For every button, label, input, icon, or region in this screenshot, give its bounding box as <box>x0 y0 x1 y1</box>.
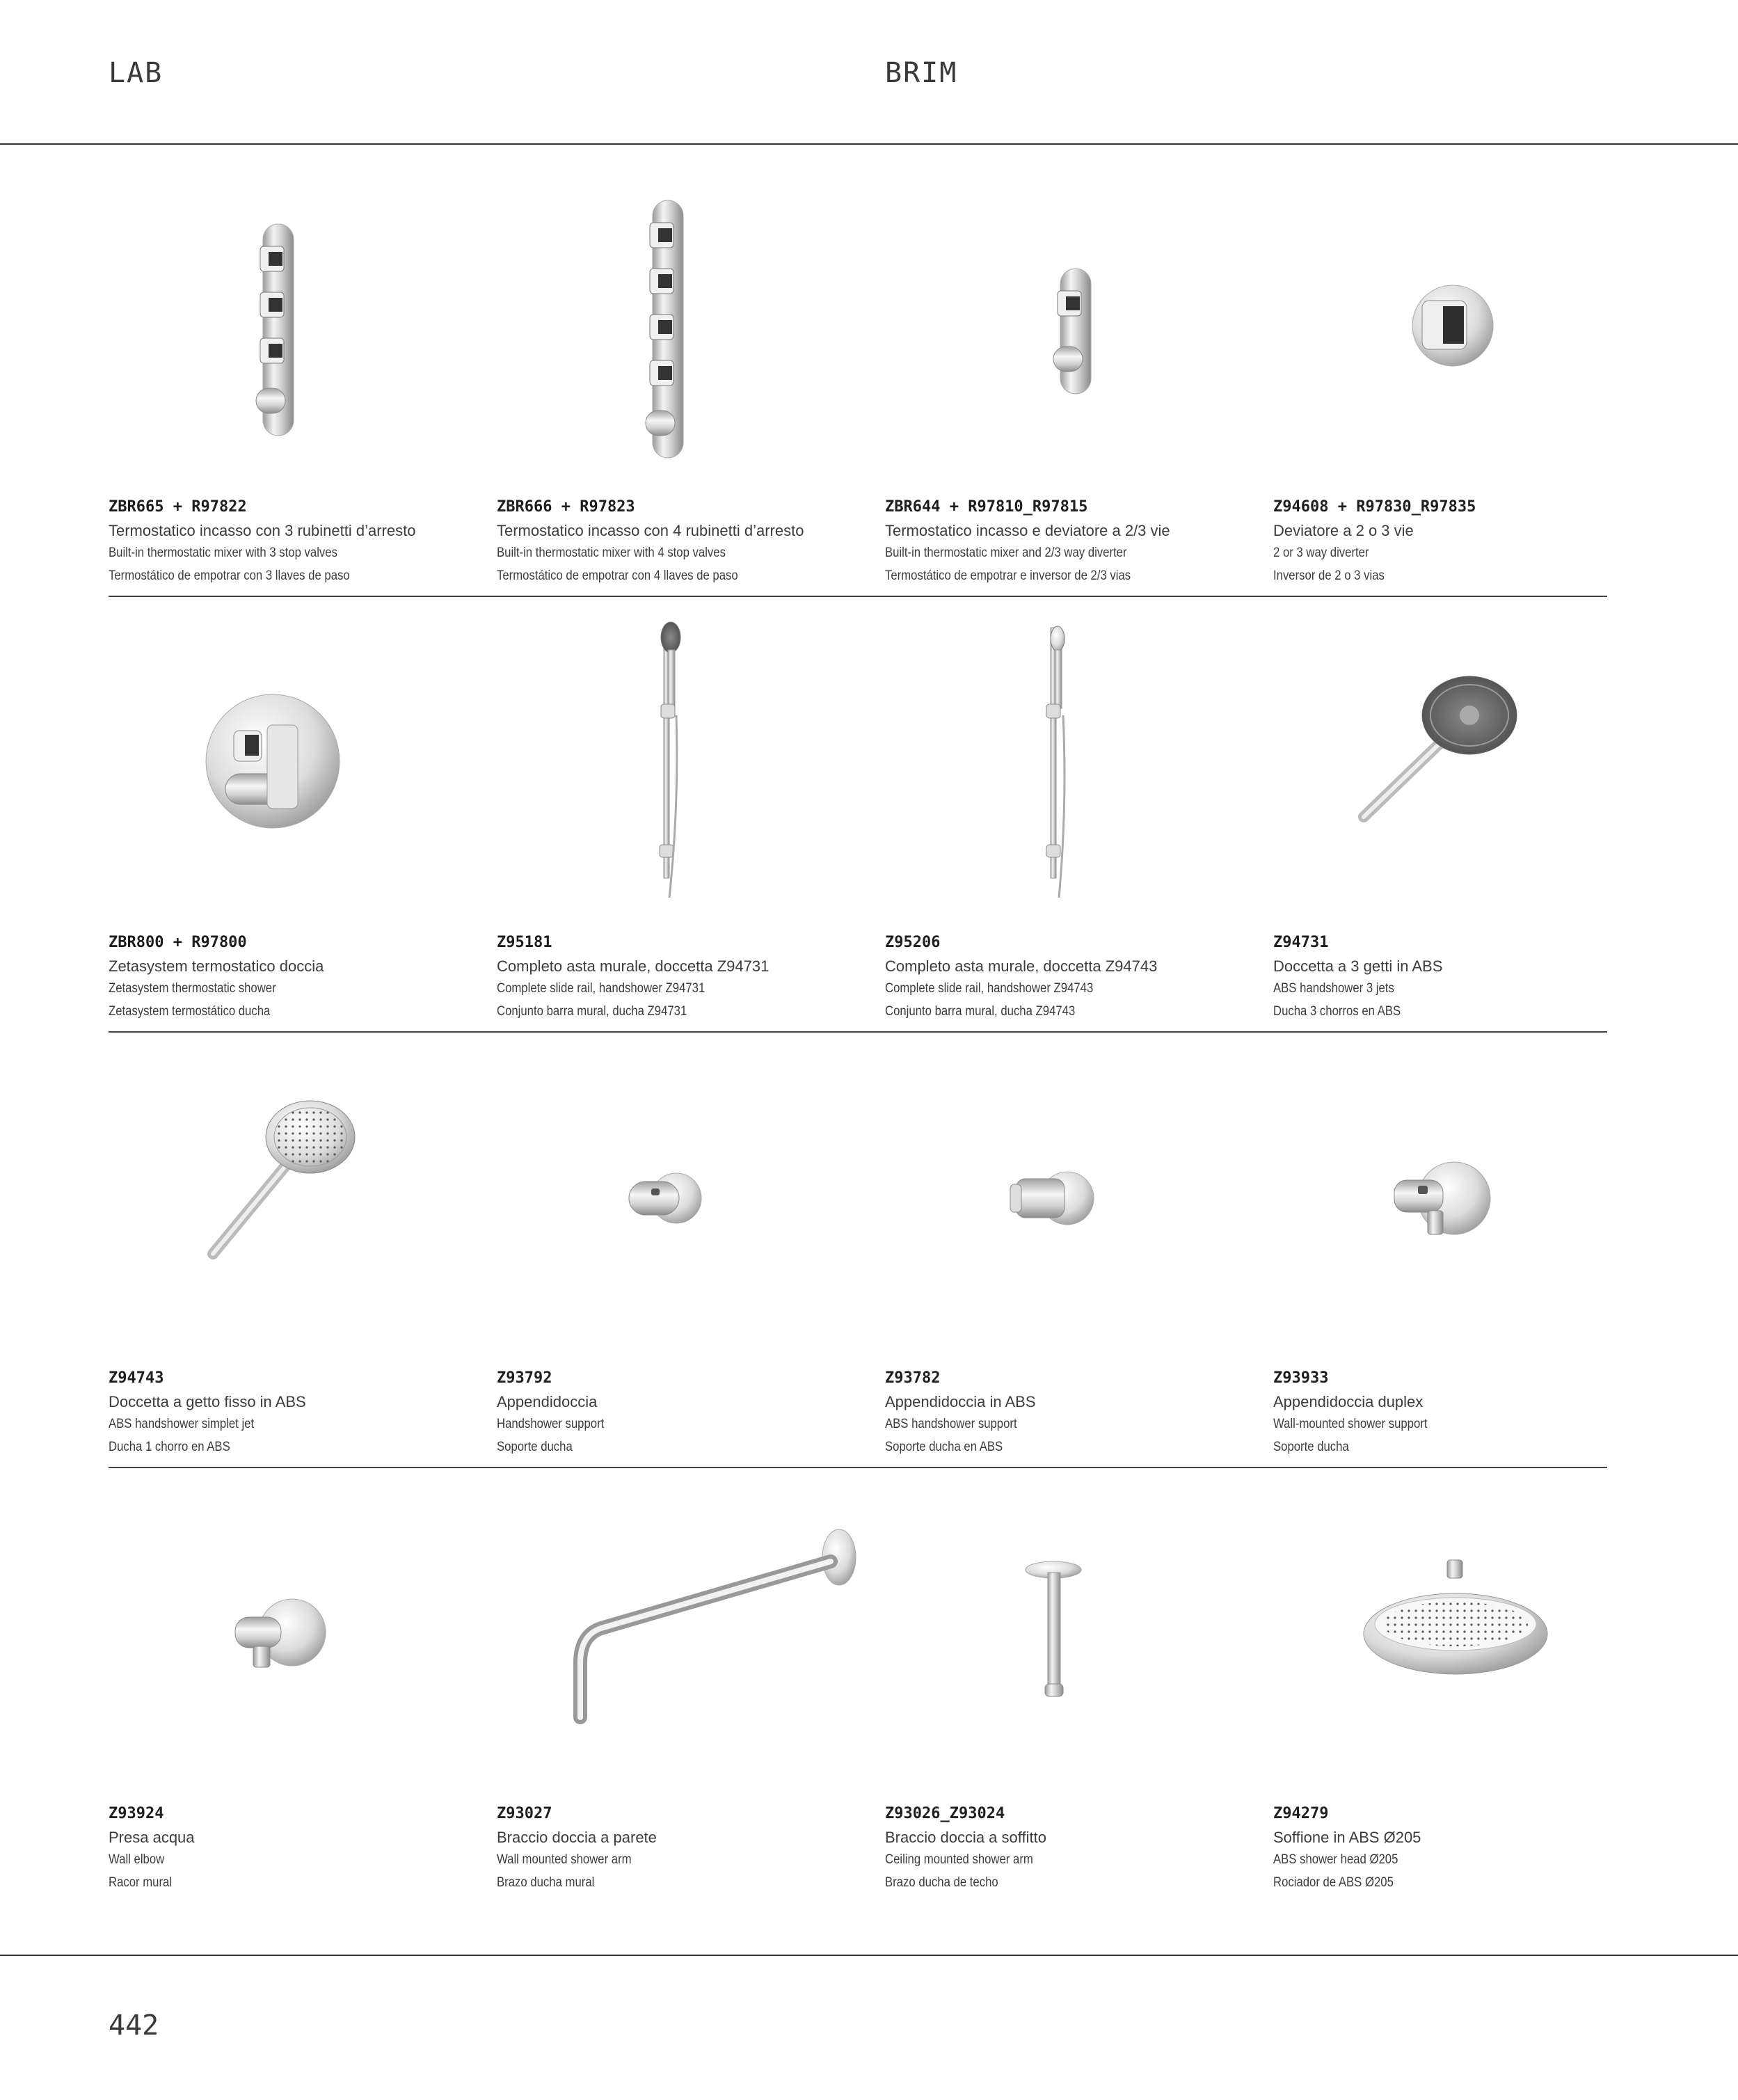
product-desc-es: Brazo ducha mural <box>497 1875 595 1890</box>
product-code: Z93026_Z93024 <box>885 1805 1005 1822</box>
ceiling-arm-image <box>885 1468 1261 1788</box>
product-code: Z94743 <box>109 1369 164 1387</box>
product-desc-it: Doccetta a getto fisso in ABS <box>109 1393 306 1410</box>
product-row <box>109 597 1607 1033</box>
product-desc-en: 2 or 3 way diverter <box>1273 546 1369 560</box>
product-code: Z93933 <box>1273 1369 1329 1387</box>
product-card <box>497 1033 872 1468</box>
product-code: Z93924 <box>109 1805 164 1822</box>
product-desc-it: Soffione in ABS Ø205 <box>1273 1829 1421 1846</box>
thermostatic-4-valves-image <box>497 161 872 482</box>
product-desc-it: Presa acqua <box>109 1829 195 1846</box>
diverter-knob-image <box>1273 161 1649 482</box>
product-card <box>1273 161 1649 597</box>
product-card <box>109 597 484 1033</box>
product-desc-en: Zetasystem thermostatic shower <box>109 981 276 996</box>
product-desc-en: Wall mounted shower arm <box>497 1852 632 1867</box>
product-desc-es: Soporte ducha en ABS <box>885 1440 1003 1454</box>
product-desc-it: Termostatico incasso con 4 rubinetti d’arresto <box>497 522 804 539</box>
collection-title-left: LAB <box>109 57 164 89</box>
product-desc-es: Termostático de empotrar con 4 llaves de paso <box>497 568 738 583</box>
product-card <box>497 597 872 1033</box>
wall-arm-image <box>497 1468 872 1788</box>
product-desc-it: Appendidoccia <box>497 1393 598 1410</box>
product-desc-en: Complete slide rail, handshower Z94743 <box>885 981 1094 996</box>
product-desc-en: Complete slide rail, handshower Z94731 <box>497 981 705 996</box>
product-card <box>497 1468 872 1904</box>
shower-head-image <box>1273 1468 1649 1788</box>
product-card <box>109 1033 484 1468</box>
product-code: Z95206 <box>885 934 941 951</box>
product-card <box>109 161 484 597</box>
product-code: Z94279 <box>1273 1805 1329 1822</box>
footer-divider <box>0 1955 1738 1956</box>
product-card <box>885 597 1261 1033</box>
product-desc-it: Appendidoccia duplex <box>1273 1393 1424 1410</box>
product-code: Z93027 <box>497 1805 552 1822</box>
product-desc-es: Ducha 3 chorros en ABS <box>1273 1004 1401 1019</box>
product-desc-es: Termostático de empotrar con 3 llaves de paso <box>109 568 350 583</box>
product-code: ZBR665 + R97822 <box>109 498 247 516</box>
product-desc-es: Rociador de ABS Ø205 <box>1273 1875 1394 1890</box>
product-desc-it: Braccio doccia a soffitto <box>885 1829 1046 1846</box>
product-desc-en: Ceiling mounted shower arm <box>885 1852 1033 1867</box>
product-desc-it: Deviatore a 2 o 3 vie <box>1273 522 1414 539</box>
product-desc-en: Built-in thermostatic mixer and 2/3 way diverter <box>885 546 1127 560</box>
product-desc-en: ABS shower head Ø205 <box>1273 1852 1398 1867</box>
slide-rail-2-image <box>885 597 1261 917</box>
product-desc-es: Ducha 1 chorro en ABS <box>109 1440 230 1454</box>
product-desc-it: Termostatico incasso e deviatore a 2/3 vie <box>885 522 1170 539</box>
product-card <box>885 1468 1261 1904</box>
product-desc-en: Handshower support <box>497 1417 605 1431</box>
product-row <box>109 1033 1607 1468</box>
product-code: Z94731 <box>1273 934 1329 951</box>
product-card <box>1273 1033 1649 1468</box>
product-desc-it: Zetasystem termostatico doccia <box>109 957 324 975</box>
thermostatic-diverter-image <box>885 161 1261 482</box>
product-card <box>109 1468 484 1904</box>
handshower-3-jets-image <box>1273 597 1649 917</box>
product-code: Z95181 <box>497 934 552 951</box>
thermostatic-3-valves-image <box>109 161 484 482</box>
product-code: Z93792 <box>497 1369 552 1387</box>
product-code: Z94608 + R97830_R97835 <box>1273 498 1476 516</box>
product-desc-it: Completo asta murale, doccetta Z94731 <box>497 957 770 975</box>
product-row <box>109 1468 1607 1904</box>
product-desc-es: Termostático de empotrar e inversor de 2/3 vias <box>885 568 1131 583</box>
product-code: ZBR644 + R97810_R97815 <box>885 498 1088 516</box>
product-desc-it: Completo asta murale, doccetta Z94743 <box>885 957 1158 975</box>
product-code: Z93782 <box>885 1369 941 1387</box>
product-card <box>1273 1468 1649 1904</box>
product-card <box>497 161 872 597</box>
product-desc-es: Soporte ducha <box>497 1440 573 1454</box>
abs-support-image <box>885 1033 1261 1353</box>
product-desc-es: Soporte ducha <box>1273 1440 1349 1454</box>
product-card <box>1273 597 1649 1033</box>
product-desc-es: Conjunto barra mural, ducha Z94731 <box>497 1004 687 1019</box>
product-desc-it: Braccio doccia a parete <box>497 1829 657 1846</box>
product-desc-es: Racor mural <box>109 1875 173 1890</box>
product-desc-en: Built-in thermostatic mixer with 4 stop valves <box>497 546 726 560</box>
product-desc-en: ABS handshower support <box>885 1417 1017 1431</box>
product-desc-es: Brazo ducha de techo <box>885 1875 998 1890</box>
header-divider <box>0 143 1738 145</box>
product-desc-en: Wall elbow <box>109 1852 165 1867</box>
page-number: 442 <box>109 2010 159 2042</box>
product-desc-en: ABS handshower 3 jets <box>1273 981 1394 996</box>
zetasystem-thermostatic-image <box>109 597 484 917</box>
product-desc-es: Inversor de 2 o 3 vias <box>1273 568 1385 583</box>
duplex-support-image <box>1273 1033 1649 1353</box>
product-desc-en: Wall-mounted shower support <box>1273 1417 1428 1431</box>
product-desc-it: Termostatico incasso con 3 rubinetti d’arresto <box>109 522 416 539</box>
product-code: ZBR666 + R97823 <box>497 498 635 516</box>
product-card <box>885 1033 1261 1468</box>
product-card <box>885 161 1261 597</box>
product-desc-es: Conjunto barra mural, ducha Z94743 <box>885 1004 1076 1019</box>
product-row <box>109 161 1607 597</box>
slide-rail-1-image <box>497 597 872 917</box>
product-desc-es: Zetasystem termostático ducha <box>109 1004 271 1019</box>
wall-elbow-image <box>109 1468 484 1788</box>
product-desc-en: ABS handshower simplet jet <box>109 1417 255 1431</box>
product-desc-en: Built-in thermostatic mixer with 3 stop valves <box>109 546 337 560</box>
shower-support-image <box>497 1033 872 1353</box>
collection-title-right: BRIM <box>885 57 958 89</box>
product-code: ZBR800 + R97800 <box>109 934 247 951</box>
handshower-single-image <box>109 1033 484 1353</box>
product-desc-it: Appendidoccia in ABS <box>885 1393 1036 1410</box>
product-desc-it: Doccetta a 3 getti in ABS <box>1273 957 1443 975</box>
